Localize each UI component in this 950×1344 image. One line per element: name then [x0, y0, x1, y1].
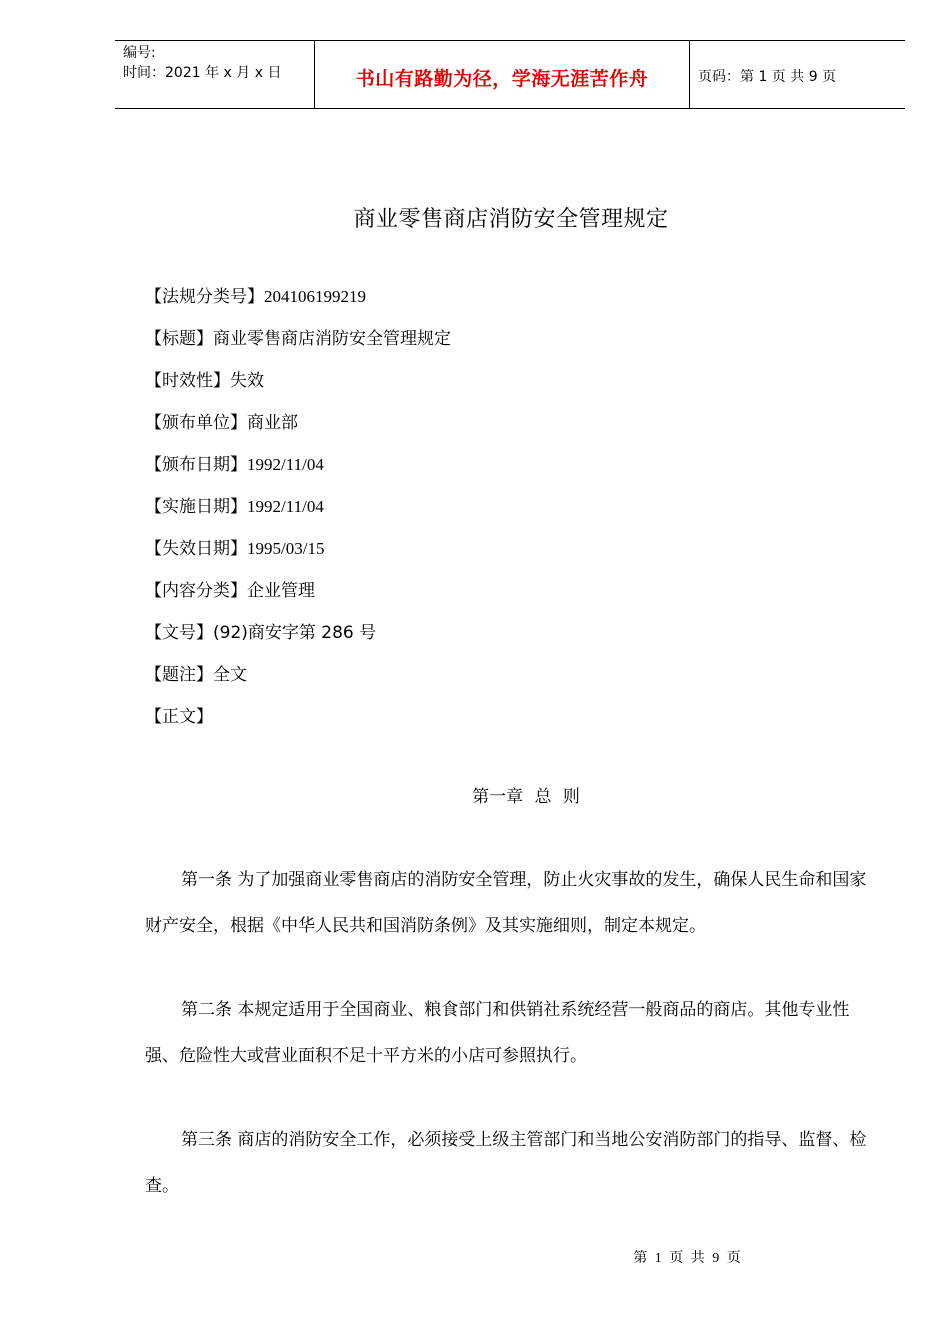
meta-value: 商业部 [247, 413, 298, 433]
meta-label: 【内容分类】 [145, 581, 247, 601]
meta-value: 企业管理 [247, 581, 315, 601]
meta-row-effective-date [145, 486, 451, 528]
meta-label: 【失效日期】 [145, 539, 247, 559]
article-paragraph: 第一条 为了加强商业零售商店的消防安全管理，防止火灾事故的发生，确保人民生命和国家财产安全，根据《中华人民共和国消防条例》及其实施细则，制定本规定。 [145, 870, 867, 936]
meta-value: 204106199219 [264, 287, 366, 306]
meta-row-classification [145, 276, 451, 318]
document-time-label: 时间：2021 年 x 月 x 日 [123, 65, 282, 81]
meta-label: 【题注】 [145, 665, 213, 685]
meta-row-body [145, 696, 451, 738]
meta-row-note [145, 654, 451, 696]
header-page-cell [690, 43, 905, 108]
meta-label: 【时效性】 [145, 371, 230, 391]
meta-value: 失效 [230, 371, 264, 391]
meta-label: 【标题】 [145, 329, 213, 349]
meta-row-issuer [145, 402, 451, 444]
article-paragraph: 第二条 本规定适用于全国商业、粮食部门和供销社系统经营一般商品的商店。其他专业性强、危险性大或营业面积不足十平方米的小店可参照执行。 [145, 1000, 850, 1066]
meta-value: 1992/11/04 [247, 497, 324, 516]
meta-row-validity [145, 360, 451, 402]
page-header [115, 40, 905, 109]
meta-value: 1992/11/04 [247, 455, 324, 474]
meta-value: 1995/03/15 [247, 539, 325, 558]
chapter-heading: 第一章 总 则 [472, 787, 580, 807]
meta-label: 【实施日期】 [145, 497, 247, 517]
meta-row-content-category [145, 570, 451, 612]
document-title: 商业零售商店消防安全管理规定 [353, 207, 669, 232]
header-page-info: 页码：第 1 页 共 9 页 [698, 68, 837, 85]
meta-label: 【正文】 [145, 707, 213, 727]
meta-label: 【颁布单位】 [145, 413, 247, 433]
page-footer: 第 1 页 共 9 页 [633, 1251, 741, 1266]
meta-value: (92)商安字第 286 号 [213, 623, 377, 643]
meta-row-expiry-date [145, 528, 451, 570]
meta-label: 【法规分类号】 [145, 287, 264, 307]
article-paragraph: 第三条 商店的消防安全工作，必须接受上级主管部门和当地公安消防部门的指导、监督、检查。 [145, 1130, 867, 1196]
meta-row-document-number [145, 612, 451, 654]
meta-label: 【颁布日期】 [145, 455, 247, 475]
meta-value: 全文 [213, 665, 247, 685]
header-motto-cell [315, 41, 690, 108]
header-motto: 书山有路勤为径，学海无涯苦作舟 [355, 68, 649, 90]
meta-label: 【文号】 [145, 623, 213, 643]
meta-value: 商业零售商店消防安全管理规定 [213, 329, 451, 349]
document-number-label: 编号: [123, 45, 156, 61]
metadata-list [145, 276, 451, 738]
meta-row-issue-date [145, 444, 451, 486]
meta-row-title [145, 318, 451, 360]
header-info-cell [115, 41, 315, 108]
